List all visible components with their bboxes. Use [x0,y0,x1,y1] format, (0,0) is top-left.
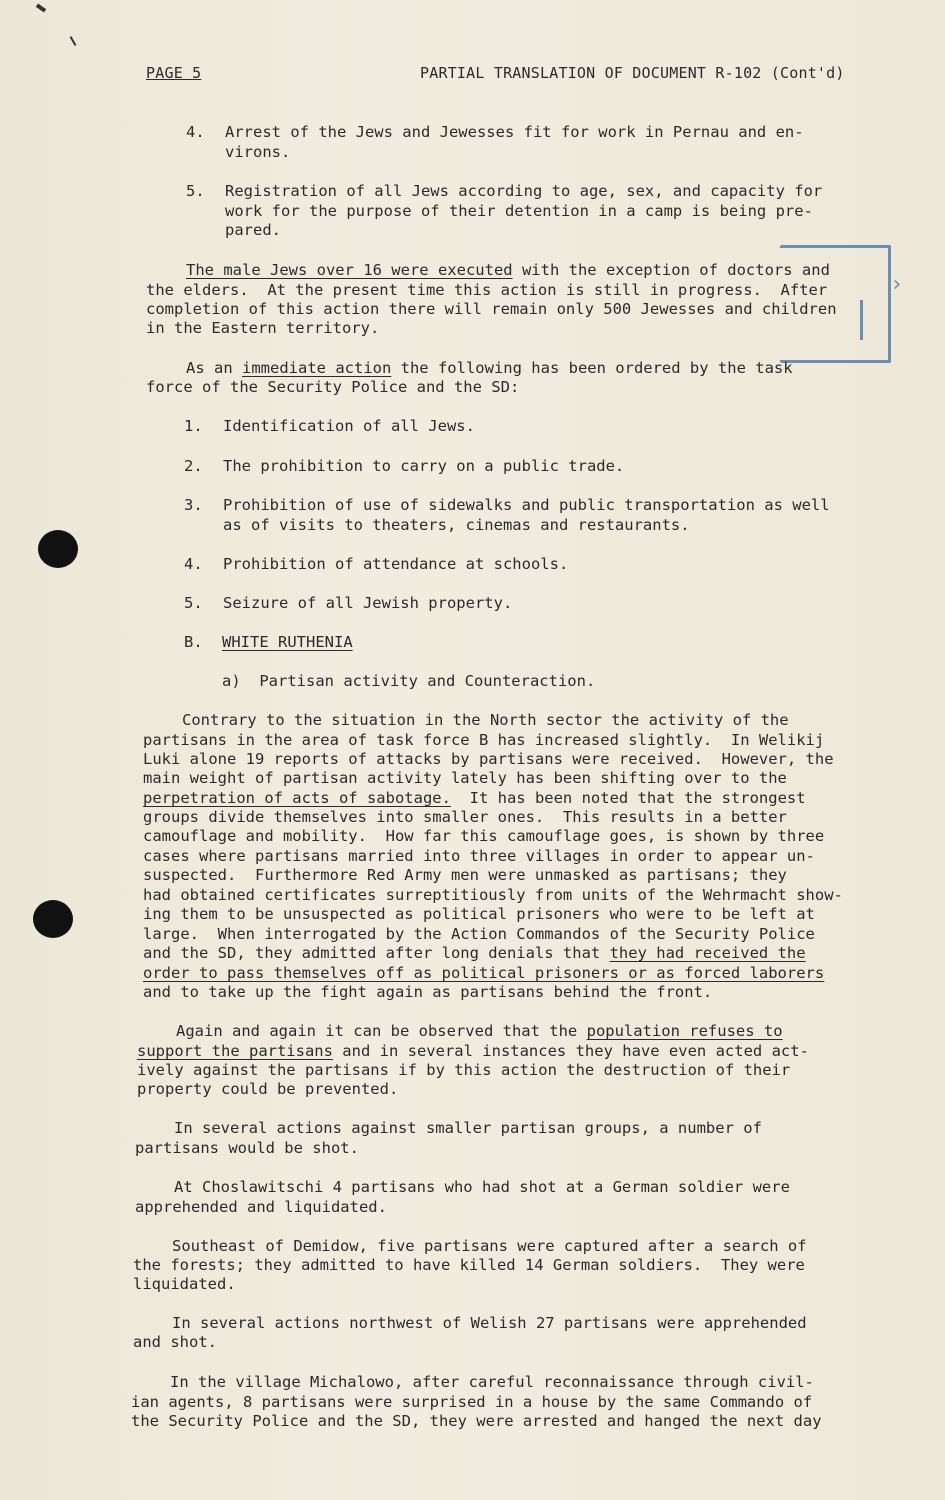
denials-underlined: they had received the [609,944,806,962]
michalowo-line1: In the village Michalowo, after careful reconnaissance through civil- [170,1373,814,1391]
contrary-line5 [143,789,806,809]
again-pre: Again and again it can be observed that the [176,1022,587,1040]
corner-mark-2 [70,36,77,46]
again-line4: property could be prevented. [137,1080,399,1098]
contrary-line3: Luki alone 19 reports of attacks by partisans were received. However, the [143,750,834,768]
list2-item-1-num: 1. [184,417,203,435]
again-line2 [137,1042,809,1062]
denials-pre: and the SD, they admitted after long denials that [143,944,610,962]
para-executed-line1 [186,261,830,281]
list1-item-4-num: 4. [186,123,205,141]
list1-item-5-line1: Registration of all Jews according to age, sex, and capacity for [225,182,823,200]
para-immediate-line2: force of the Security Police and the SD: [146,378,520,396]
page-number: PAGE 5 [146,64,202,82]
immediate-post: the following has been ordered by the task [391,359,793,377]
demidow-line3: liquidated. [133,1275,236,1293]
contrary-line15: and to take up the fight again as partisans behind the front. [143,983,713,1001]
list1-item-4-line2: virons. [225,143,291,161]
contrary-line12: large. When interrogated by the Action Commandos of the Security Police [143,925,815,943]
list1-item-5-num: 5. [186,182,205,200]
contrary-line6: groups divide themselves into smaller ones. This results in a better [143,808,787,826]
contrary-line4: main weight of partisan activity lately has been shifting over to the [143,769,787,787]
executed-rest: with the exception of doctors and [512,261,830,279]
margin-arrow-icon: › [890,272,904,297]
list2-item-5-text: Seizure of all Jewish property. [223,594,513,612]
para-executed-line2: the elders. At the present time this action is still in progress. After [146,281,828,299]
para-executed-line3: completion of this action there will remain only 500 Jewesses and children [146,300,837,318]
margin-bracket-mark [780,245,891,363]
contrary-line9: suspected. Furthermore Red Army men were unmasked as partisans; they [143,866,787,884]
list1-item-4-line1: Arrest of the Jews and Jewesses fit for work in Pernau and en- [225,123,804,141]
margin-bracket-tick [860,300,863,340]
again-post: and in several instances they have even acted act- [332,1042,809,1060]
michalowo-line3: the Security Police and the SD, they were arrested and hanged the next day [131,1412,822,1430]
list1-item-5-line2: work for the purpose of their detention in a camp is being pre- [225,202,813,220]
demidow-line2: the forests; they admitted to have killed 14 German soldiers. They were [133,1256,805,1274]
list1-item-5-line3: pared. [225,221,281,239]
subsection-a-title: a) Partisan activity and Counteraction. [222,672,596,690]
list2-item-3-line2: as of visits to theaters, cinemas and restaurants. [223,516,690,534]
sabotage-rest: It has been noted that the strongest [450,789,806,807]
section-b-label: B. [184,633,203,651]
list2-item-2-text: The prohibition to carry on a public trade. [223,457,625,475]
contrary-line14: order to pass themselves off as political prisoners or as forced laborers [143,964,825,982]
list2-item-1-text: Identification of all Jews. [223,417,475,435]
list2-item-4-num: 4. [184,555,203,573]
list2-item-3-line1: Prohibition of use of sidewalks and public transportation as well [223,496,830,514]
punch-hole-bottom [33,900,73,938]
list2-item-3-num: 3. [184,496,203,514]
document-title: PARTIAL TRANSLATION OF DOCUMENT R-102 (Cont'd) [420,64,845,82]
again-line3: ively against the partisans if by this action the destruction of their [137,1061,791,1079]
again-underlined-2: support the partisans [137,1042,333,1060]
demidow-line1: Southeast of Demidow, five partisans were captured after a search of [172,1237,807,1255]
chos-line2: apprehended and liquidated. [135,1198,387,1216]
contrary-line7: camouflage and mobility. How far this camouflage goes, is shown by three [143,827,825,845]
para-executed-line4: in the Eastern territory. [146,319,380,337]
contrary-line10: had obtained certificates surreptitiously from units of the Wehrmacht show- [143,886,843,904]
michalowo-line2: ian agents, 8 partisans were surprised in a house by the same Commando of [131,1393,813,1411]
list2-item-5-num: 5. [184,594,203,612]
several-line2: partisans would be shot. [135,1139,359,1157]
contrary-line8: cases where partisans married into three villages in order to appear un- [143,847,815,865]
again-underlined-1: population refuses to [586,1022,783,1040]
para-immediate-line1 [186,359,793,379]
contrary-line13 [143,944,806,964]
immediate-pre: As an [186,359,242,377]
list2-item-4-text: Prohibition of attendance at schools. [223,555,569,573]
contrary-line1: Contrary to the situation in the North sector the activity of the [182,711,789,729]
welish-line2: and shot. [133,1333,217,1351]
immediate-underlined: immediate action [242,359,392,377]
contrary-line2: partisans in the area of task force B has increased slightly. In Welikij [143,731,825,749]
contrary-line11: ing them to be unsuspected as political prisoners who were to be left at [143,905,815,923]
corner-mark [36,3,46,12]
list2-item-2-num: 2. [184,457,203,475]
welish-line1: In several actions northwest of Welish 27 partisans were apprehended [172,1314,807,1332]
executed-underlined: The male Jews over 16 were executed [186,261,513,279]
sabotage-underlined: perpetration of acts of sabotage. [143,789,451,807]
again-line1 [176,1022,783,1042]
chos-line1: At Choslawitschi 4 partisans who had shot at a German soldier were [174,1178,790,1196]
section-b-title: WHITE RUTHENIA [222,633,353,651]
punch-hole-top [38,530,78,568]
several-line1: In several actions against smaller partisan groups, a number of [174,1119,762,1137]
